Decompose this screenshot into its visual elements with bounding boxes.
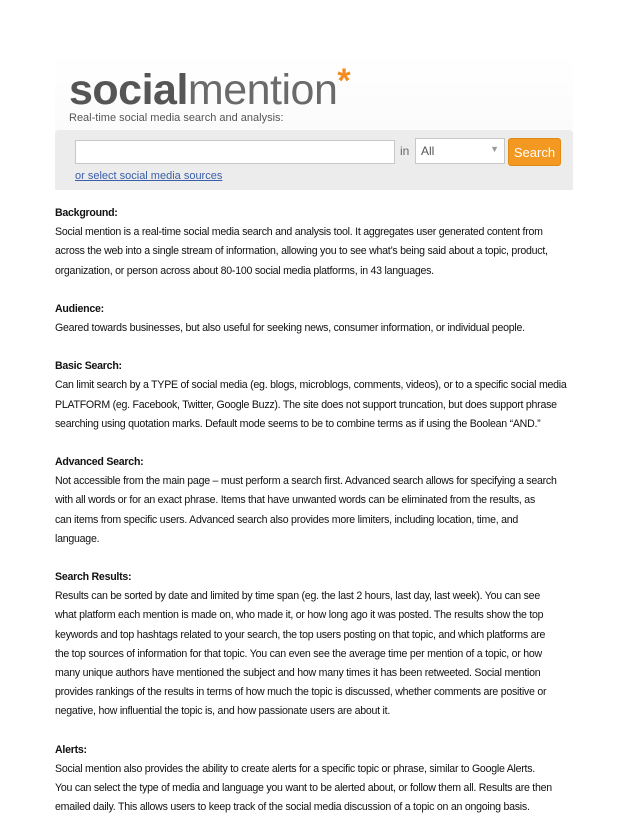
socialmention-logo [69, 62, 351, 114]
text-line: emailed daily. This allows users to keep track of the social media discussion of a topic on an ongoing basis. [55, 801, 530, 814]
text-line: across the web into a single stream of information, allowing you to see what’s being said about a topic, product, [55, 245, 548, 258]
section-heading: Advanced Search: [55, 456, 144, 469]
section-heading: Basic Search: [55, 360, 122, 373]
text-line: Social mention is a real-time social media search and analysis tool. It aggregates user generated content from [55, 226, 543, 239]
source-select-value: All [421, 144, 435, 158]
text-line: searching using quotation marks. Default mode seems to be to combine terms as if using the Boolean “AND.” [55, 417, 541, 430]
text-line: the top sources of information for that topic. You can even see the average time per mention of a topic, or how [55, 647, 542, 660]
socialmention-banner [55, 52, 573, 190]
text-line: many unique authors have mentioned the subject and how many times it has been retweeted. Social mention [55, 667, 541, 680]
text-line: negative, how influential the topic is, and how passionate users are about it. [55, 705, 391, 718]
text-line: what platform each mention is made on, who made it, or how long ago it was posted. The results show the top [55, 609, 544, 622]
search-bar [55, 130, 573, 190]
text-line: keywords and top hashtags related to your search, the top users posting on that topic, and which platforms are [55, 628, 546, 641]
logo-text-social: social [69, 66, 188, 114]
text-line: Geared towards businesses, but also useful for seeking news, consumer information, or individual people. [55, 322, 525, 335]
text-line: PLATFORM (eg. Facebook, Twitter, Google Buzz). The site does not support truncation, but does support phrase [55, 398, 557, 411]
section-heading: Alerts: [55, 743, 87, 756]
in-label: in [400, 144, 410, 158]
text-line: can items from specific users. Advanced search also provides more limiters, including location, time, and [55, 513, 519, 526]
search-button[interactable]: Search [508, 138, 561, 166]
section-alerts [55, 741, 590, 818]
section-basic-search [55, 357, 590, 434]
logo-text-mention: mention [187, 66, 338, 114]
section-heading: Audience: [55, 302, 104, 315]
section-background [55, 204, 590, 281]
text-line: You can select the type of media and language you want to be alerted about, or follow them all. Results are then [55, 782, 552, 795]
section-audience [55, 300, 590, 338]
section-heading: Search Results: [55, 571, 132, 584]
chevron-down-icon: ▼ [490, 144, 499, 154]
source-select[interactable] [415, 138, 505, 164]
text-line: Results can be sorted by date and limited by time span (eg. the last 2 hours, last day, last week). You can see [55, 590, 540, 603]
text-line: language. [55, 532, 100, 545]
section-advanced-search [55, 453, 590, 549]
section-heading: Background: [55, 207, 118, 219]
text-line: organization, or person across about 80-100 social media platforms, in 43 languages. [55, 264, 434, 277]
text-line: Social mention also provides the ability to create alerts for a specific topic or phrase, similar to Google Alerts. [55, 762, 535, 775]
logo-star-icon: * [337, 62, 351, 100]
document-body [55, 204, 590, 836]
text-line: provides rankings of the results in terms of how much the topic is discussed, whether comments are positive or [55, 686, 547, 699]
text-line: Not accessible from the main page – must perform a search first. Advanced search allows for specifying a search [55, 475, 557, 488]
text-line: Can limit search by a TYPE of social media (eg. blogs, microblogs, comments, videos), or to a specific social media [55, 379, 567, 392]
text-line: with all words or for an exact phrase. Items that have unwanted words can be eliminated from the results, as [55, 494, 535, 507]
section-search-results [55, 568, 590, 722]
select-sources-link[interactable]: or select social media sources [75, 170, 223, 182]
search-input[interactable] [75, 140, 395, 164]
tagline: Real-time social media search and analysis: [69, 112, 284, 124]
